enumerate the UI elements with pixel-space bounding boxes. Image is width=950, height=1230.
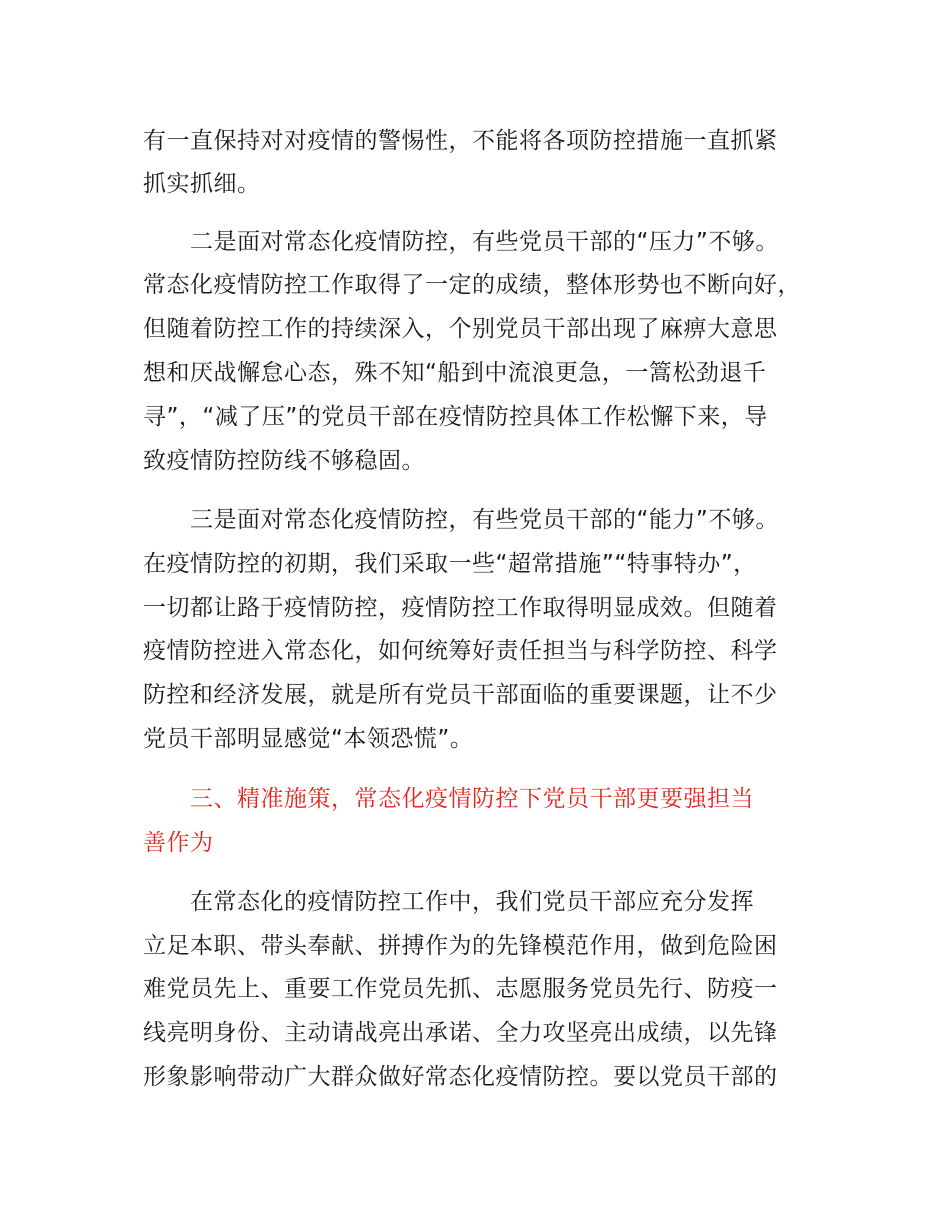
section-heading-line-1: 三、精准施策，常态化疫情防控下党员干部更要强担当 <box>190 786 754 812</box>
paragraph-3-line-4: 疫情防控进入常态化，如何统筹好责任担当与科学防控、科学 <box>143 638 778 664</box>
paragraph-3-line-1: 三是面对常态化疫情防控，有些党员干部的“能力”不够。 <box>190 507 779 533</box>
section-heading-line-2: 善作为 <box>143 830 214 856</box>
paragraph-4-line-5: 形象影响带动广大群众做好常态化疫情防控。要以党员干部的 <box>143 1064 778 1090</box>
paragraph-4-line-3: 难党员先上、重要工作党员先抓、志愿服务党员先行、防疫一 <box>143 976 778 1002</box>
paragraph-4-line-2: 立足本职、带头奉献、拼搏作为的先锋模范作用，做到危险困 <box>143 933 778 959</box>
paragraph-3-line-5: 防控和经济发展，就是所有党员干部面临的重要课题，让不少 <box>143 682 778 708</box>
paragraph-2-line-5: 寻”，“减了压”的党员干部在疫情防控具体工作松懈下来，导 <box>143 404 768 430</box>
paragraph-3-line-3: 一切都让路于疫情防控，疫情防控工作取得明显成效。但随着 <box>143 595 778 621</box>
paragraph-2-line-4: 想和厌战懈怠心态，殊不知“船到中流浪更急，一篙松劲退千 <box>143 360 767 386</box>
paragraph-1-line-1: 有一直保持对对疫情的警惕性，不能将各项防控措施一直抓紧 <box>143 128 778 154</box>
paragraph-1-line-2: 抓实抓细。 <box>143 171 261 197</box>
paragraph-2-line-2: 常态化疫情防控工作取得了一定的成绩，整体形势也不断向好， <box>143 272 801 298</box>
paragraph-3-line-6: 党员干部明显感觉“本领恐慌”。 <box>143 726 474 752</box>
paragraph-4-line-4: 线亮明身份、主动请战亮出承诺、全力攻坚亮出成绩，以先锋 <box>143 1020 778 1046</box>
paragraph-2-line-3: 但随着防控工作的持续深入，个别党员干部出现了麻痹大意思 <box>143 316 778 342</box>
paragraph-4-line-1: 在常态化的疫情防控工作中，我们党员干部应充分发挥 <box>190 889 754 915</box>
paragraph-2-line-1: 二是面对常态化疫情防控，有些党员干部的“压力”不够。 <box>190 229 779 255</box>
paragraph-3-line-2: 在疫情防控的初期，我们采取一些“超常措施”“特事特办”， <box>143 551 757 577</box>
paragraph-2-line-6: 致疫情防控防线不够稳固。 <box>143 448 425 474</box>
